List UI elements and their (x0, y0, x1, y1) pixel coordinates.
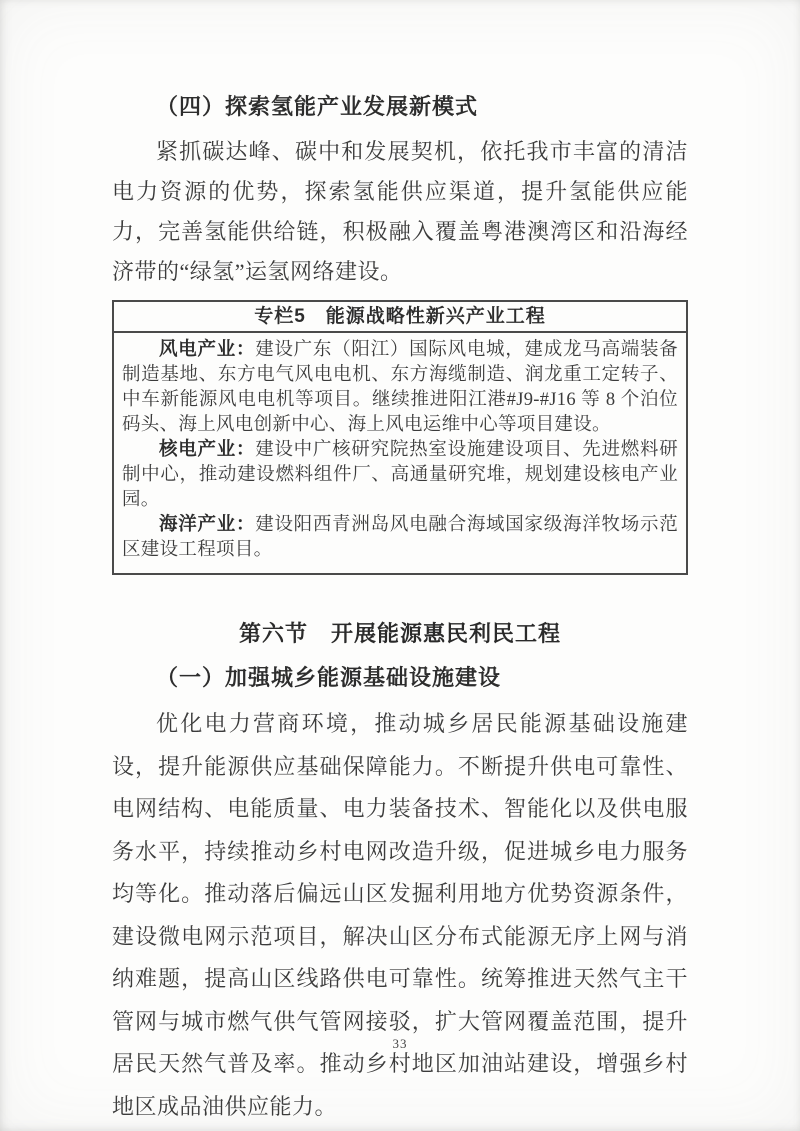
hydrogen-section-paragraph: 紧抓碳达峰、碳中和发展契机，依托我市丰富的清洁电力资源的优势，探索氢能供应渠道，提升氢能供应能力，完善氢能供给链，积极融入覆盖粤港澳湾区和沿海经济带的“绿氢”运氢网络建设。 (112, 139, 688, 284)
section-six-heading: 第六节 开展能源惠民利民工程 (238, 621, 561, 646)
subsection-one-heading: （一）加强城乡能源基础设施建设 (156, 665, 502, 690)
panel-item-nuclear (122, 438, 678, 513)
panel-item-ocean-label: 海洋产业： (159, 515, 256, 535)
panel-item-wind-label: 风电产业： (159, 340, 256, 360)
panel-item-wind-text: 建设广东（阳江）国际风电城，建成龙马高端装备制造基地、东方电气风电电机、东方海缆制造、润龙重工定转子、中车新能源风电电机等项目。继续推进阳江港#J9-#J16 等 8 个泊位码头、海上风电创新中心、海上风电运维中心等项目建设。 (122, 340, 678, 435)
spacer (112, 292, 688, 300)
panel-item-wind (122, 338, 678, 438)
page-number: 33 (392, 1036, 408, 1051)
page-content (112, 92, 688, 1128)
panel-item-ocean (122, 513, 678, 563)
special-column-body (114, 333, 686, 573)
special-column-panel (112, 300, 688, 575)
hydrogen-section-heading: （四）探索氢能产业发展新模式 (156, 94, 479, 119)
panel-item-nuclear-label: 核电产业： (159, 440, 256, 460)
subsection-one-paragraph: 优化电力营商环境，推动城乡居民能源基础设施建设，提升能源供应基础保障能力。不断提升供电可靠性、电网结构、电能质量、电力装备技术、智能化以及供电服务水平，持续推动乡村电网改造升级，促进城乡电力服务均等化。推动落后偏远山区发掘利用地方优势资源条件，建设微电网示范项目，解决山区分布式能源无序上网与消纳难题，提高山区线路供电可靠性。统筹推进天然气主干管网与城市燃气供气管网接驳，扩大管网覆盖范围，提升居民天然气普及率。推动乡村地区加油站建设，增强乡村地区成品油供应能力。 (112, 711, 688, 1119)
panel-item-nuclear-text: 建设中广核研究院热室设施建设项目、先进燃料研制中心，推动建设燃料组件厂、高通量研究堆，规划建设核电产业园。 (122, 440, 678, 510)
special-column-title: 专栏5 能源战略性新兴产业工程 (114, 302, 686, 333)
panel-item-ocean-text: 建设阳西青洲岛风电融合海域国家级海洋牧场示范区建设工程项目。 (122, 515, 678, 560)
